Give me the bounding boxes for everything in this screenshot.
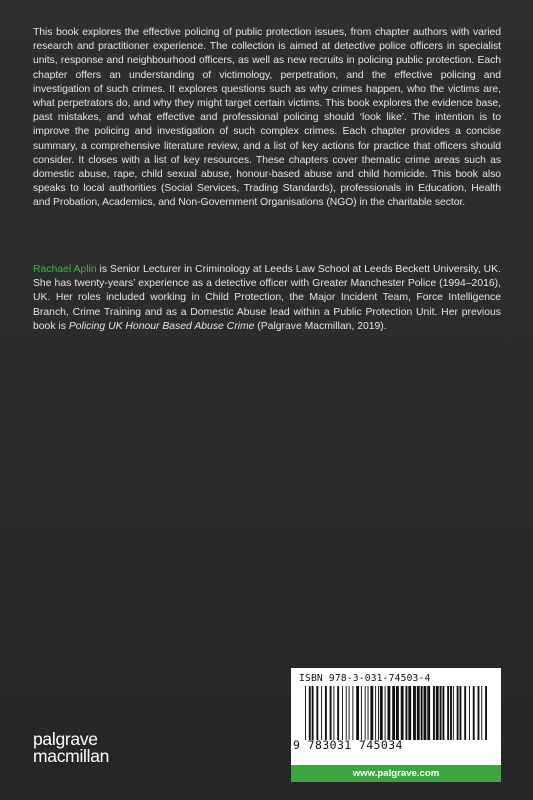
barcode-bar	[385, 686, 386, 740]
barcode-bar	[375, 686, 376, 740]
barcode-bar	[387, 686, 390, 740]
barcode-bar	[485, 686, 487, 740]
barcode-bar	[413, 686, 416, 740]
author-bio-closing: (Palgrave Macmillan, 2019).	[254, 320, 387, 332]
barcode-bar	[442, 686, 444, 740]
barcode-bar	[436, 686, 439, 740]
barcode-bar	[325, 686, 327, 740]
barcode-bar	[478, 686, 480, 740]
barcode-bar	[368, 686, 369, 740]
barcode-bar	[378, 686, 379, 740]
barcode-bar	[473, 686, 475, 740]
barcode-bar	[417, 686, 420, 740]
barcode-bar	[356, 686, 359, 740]
barcode-bar	[457, 686, 459, 740]
publisher-url: www.palgrave.com	[291, 765, 501, 782]
publisher-logo	[33, 731, 109, 765]
barcode-bar	[370, 686, 373, 740]
barcode-bar	[401, 686, 404, 740]
barcode-bar	[330, 686, 332, 740]
barcode-bar	[380, 686, 383, 740]
barcode-bar	[405, 686, 407, 740]
barcode-bar	[481, 686, 482, 740]
barcode-bar	[349, 686, 350, 740]
barcode-bar	[447, 686, 449, 740]
barcode-bar	[305, 686, 306, 740]
barcode-bar	[464, 686, 466, 740]
barcode-bar	[316, 686, 318, 740]
barcode-panel	[291, 668, 501, 765]
barcode-bar	[346, 686, 347, 740]
barcode-bar	[460, 686, 462, 740]
author-name: Rachael Aplin	[33, 264, 97, 275]
barcode-bar	[333, 686, 334, 740]
barcode-bar	[342, 686, 343, 740]
author-bio-text: is Senior Lecturer in Criminology at Leeds Law School at Leeds Beckett University, UK. She has twenty-years’ experience as a detective officer with Greater Manchester Police (1994–2016), UK. Her roles included working in Child Protection, the Major Incident Team, Force Intelligence Branch, Crime Training and as a Domestic Abuse lead within a Public Protection Unit. Her previous book is	[33, 264, 501, 332]
publisher-logo-line1: palgrave	[33, 729, 98, 749]
barcode-bar	[337, 686, 339, 740]
barcode-bar	[427, 686, 430, 740]
barcode-bar	[312, 686, 314, 740]
barcode-bar	[365, 686, 366, 740]
barcode-bar	[469, 686, 470, 740]
barcode-bar	[433, 686, 435, 740]
barcode-bar	[321, 686, 322, 740]
book-description: This book explores the effective policing of public protection issues, from chapter authors with varied research and practitioner experience. The collection is aimed at detective police officers in specialist units, response and neighbourhood officers, as well as new recruits in policing public protection. Each chapter offers an understanding of victimology, perpetration, and the effective policing and investigation of such crimes. It explores questions such as why crimes happen, who the victims are, what perpetrators do, and why they might target certain victims. This book explores the evidence base, past mistakes, and what effective and professional policing should ‘look like’. The intention is to improve the policing and investigation of such complex crimes. Each chapter provides a concise summary, a comprehensive literature review, and a list of key actions for practice that officers should consider. It closes with a list of key resources. These chapters cover thematic crime areas such as domestic abuse, rape, child sexual abuse, honour-based abuse and child homicide. This book also speaks to local authorities (Social Services, Trading Standards), professionals in Education, Health and Probation, Academics, and Non-Government Organisations (NGO) in the charitable sector.	[33, 27, 501, 209]
previous-book-title: Policing UK Honour Based Abuse Crime	[68, 320, 255, 332]
barcode-bars	[305, 686, 487, 740]
barcode-bar	[440, 686, 442, 740]
barcode-bar	[408, 686, 411, 740]
barcode-bar	[392, 686, 395, 740]
barcode-bar	[423, 686, 426, 740]
barcode-digits: 9 783031 745034	[293, 738, 403, 752]
barcode-bar	[361, 686, 362, 740]
barcode-bar	[352, 686, 353, 740]
barcode-bar	[453, 686, 454, 740]
publisher-logo-line2: macmillan	[33, 746, 110, 766]
barcode-bar	[421, 686, 423, 740]
barcode-bar	[450, 686, 452, 740]
barcode-bar	[309, 686, 311, 740]
barcode-bar	[396, 686, 399, 740]
isbn-label: ISBN 978-3-031-74503-4	[299, 673, 431, 684]
author-bio	[33, 263, 501, 334]
